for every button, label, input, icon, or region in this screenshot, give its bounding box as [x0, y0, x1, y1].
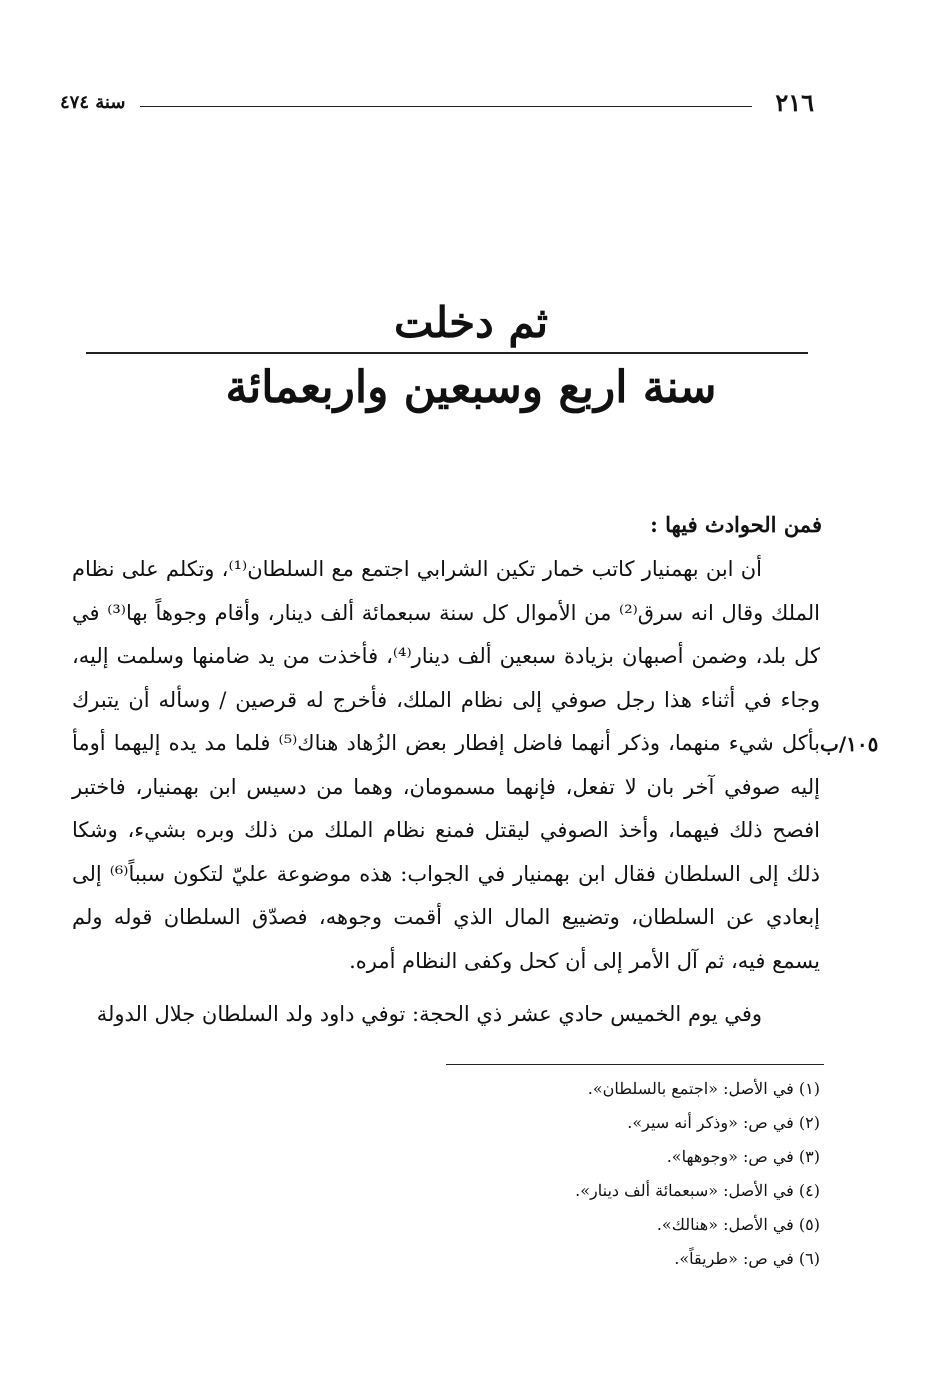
section-subheading: فمن الحوادث فيها :: [650, 512, 822, 537]
footnote: (٤) في الأصل: «سبعمائة ألف دينار».: [575, 1181, 820, 1200]
paragraph: أن ابن بهمنيار كاتب خمار تكين الشرابي اجتمع مع السلطان⁽¹⁾، وتكلم على نظام الملك وقال انه سرق⁽²⁾ من الأموال كل سنة سبعمائة ألف دينار، وأقام وجوهاً بها⁽³⁾ في كل بلد، وضمن أصبهان بزيادة سبعين ألف دينار⁽⁴⁾، فأخذت من يد ضامنها وسلمت إليه، وجاء في أثناء هذا رجل صوفي إلى نظام الملك، فأخرج له قرصين / وسأله أن يتبرك بأكل شيء منهما، وذكر أنهما فاضل إفطار بعض الزُهاد هناك⁽⁵⁾ فلما مد يده إليهما أومأ إليه صوفي آخر بان لا تفعل، فإنهما مسمومان، وهما من دسيس ابن بهمنيار، فاختبر افصح ذلك فيهما، وأخذ الصوفي ليقتل فمنع نظام الملك من ذلك وبره بشيء، وشكا ذلك إلى السلطان فقال ابن بهمنيار في الجواب: هذه موضوعة عليّ لتكون سبباً⁽⁶⁾ إلى إبعادي عن السلطان، وتضييع المال الذي أقمت وجوهه، فصدّق السلطان قوله ولم يسمع فيه، ثم آل الأمر إلى أن كحل وكفى النظام أمره.: [72, 557, 821, 973]
paragraph: وفي يوم الخميس حادي عشر ذي الحجة: توفي داود ولد السلطان جلال الدولة: [96, 1002, 762, 1026]
chapter-heading-rule: [86, 352, 808, 354]
footnote: (٦) في ص: «طريقاً».: [674, 1249, 820, 1268]
footnote: (٣) في ص: «وجوهها».: [666, 1147, 820, 1166]
page-number: ٢١٦: [775, 88, 814, 117]
running-header: [60, 88, 814, 118]
footnote: (١) في الأصل: «اجتمع بالسلطان».: [587, 1079, 820, 1098]
footnote: (٥) في الأصل: «هنالك».: [656, 1215, 820, 1234]
year-label: سنة ٤٧٤: [60, 92, 126, 113]
footnote: (٢) في ص: «وذكر أنه سير».: [627, 1113, 820, 1132]
body-text: [72, 548, 820, 1037]
chapter-heading-line1: ثم دخلت: [393, 298, 549, 347]
manuscript-folio-note: ١٠٥/ب: [820, 732, 879, 756]
footnotes: [575, 1072, 820, 1276]
chapter-heading-line2: سنة اربع وسبعين واربعمائة: [225, 362, 717, 413]
footnote-rule: [446, 1064, 824, 1065]
header-rule: [140, 106, 752, 107]
